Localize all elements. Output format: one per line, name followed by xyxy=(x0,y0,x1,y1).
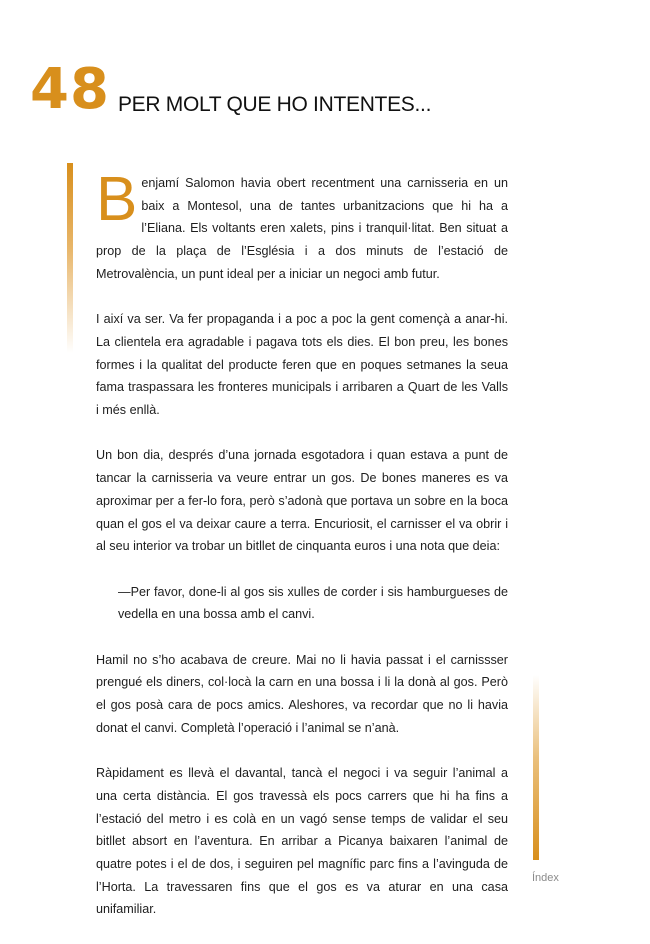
paragraph-3: Un bon dia, després d’una jornada esgotadora i quan estava a punt de tancar la carnisseria va veure entrar un gos. De bones maneres es va aproximar per a fer-lo fora, però s’adonà que portava un sobre en la boca quan el gos el va deixar caure a terra. Encuriosit, el carnisser el va obrir i al seu interior va trobar un bitllet de cinquanta euros i una nota que deia: xyxy=(96,448,508,554)
chapter-number: 48 xyxy=(30,57,110,122)
paragraph-5: Ràpidament es llevà el davantal, tancà el negoci i va seguir l’animal a una certa distància. El gos travessà els pocs carrers que hi ha fins a l’estació del metro i es colà en un vagó sense temps de validar el seu bitllet absort en l’aventura. En arribar a Picanya baixaren l’animal de quatre potes i el de dos, i seguiren pel magnífic parc fins a l’avinguda de l’Horta. La travessaren fins que el gos es va aturar en una casa unifamiliar. xyxy=(96,766,508,917)
story-body xyxy=(96,165,508,944)
paragraph-2: I així va ser. Va fer propaganda i a poc a poc la gent començà a anar-hi. La clientela era agradable i pagava tots els dies. El bon preu, les bones formes i la qualitat del producte feren que en poques setmanes la seua fama traspassara les fronteres municipals i arribaren a Quart de les Valls i més enllà. xyxy=(96,312,508,418)
drop-cap: B xyxy=(96,165,138,234)
chapter-title: PER MOLT QUE HO INTENTES... xyxy=(117,93,432,116)
paragraph-4: Hamil no s’ho acabava de creure. Mai no li havia passat i el carnissser prengué els diners, col·locà la carn en una bossa i li la donà al gos. Però el gos posà cara de pocs amics. Aleshores, va recordar que no li havia donat el canvi. Completà l’operació i l’animal se n’anà. xyxy=(96,652,508,735)
chapter-heading xyxy=(30,57,432,122)
decorative-bar-right xyxy=(533,675,539,860)
paragraph-1-text: enjamí Salomon havia obert recentment una carnisseria en un baix a Montesol, una de tantes urbanitzacions que hi ha a l’Eliana. Els voltants eren xalets, pins i tranquil·litat. Ben situat a prop de la plaça de l’Església i a dos minuts de l’estació de Metrovalència, un punt ideal per a iniciar un negoci amb futur. xyxy=(96,176,508,281)
paragraph-1 xyxy=(96,165,508,286)
quoted-note: —Per favor, done-li al gos sis xulles de corder i sis hamburgueses de vedella en una bossa amb el canvi. xyxy=(118,584,508,622)
index-link[interactable]: Índex xyxy=(532,872,559,884)
decorative-bar-left xyxy=(67,163,73,353)
